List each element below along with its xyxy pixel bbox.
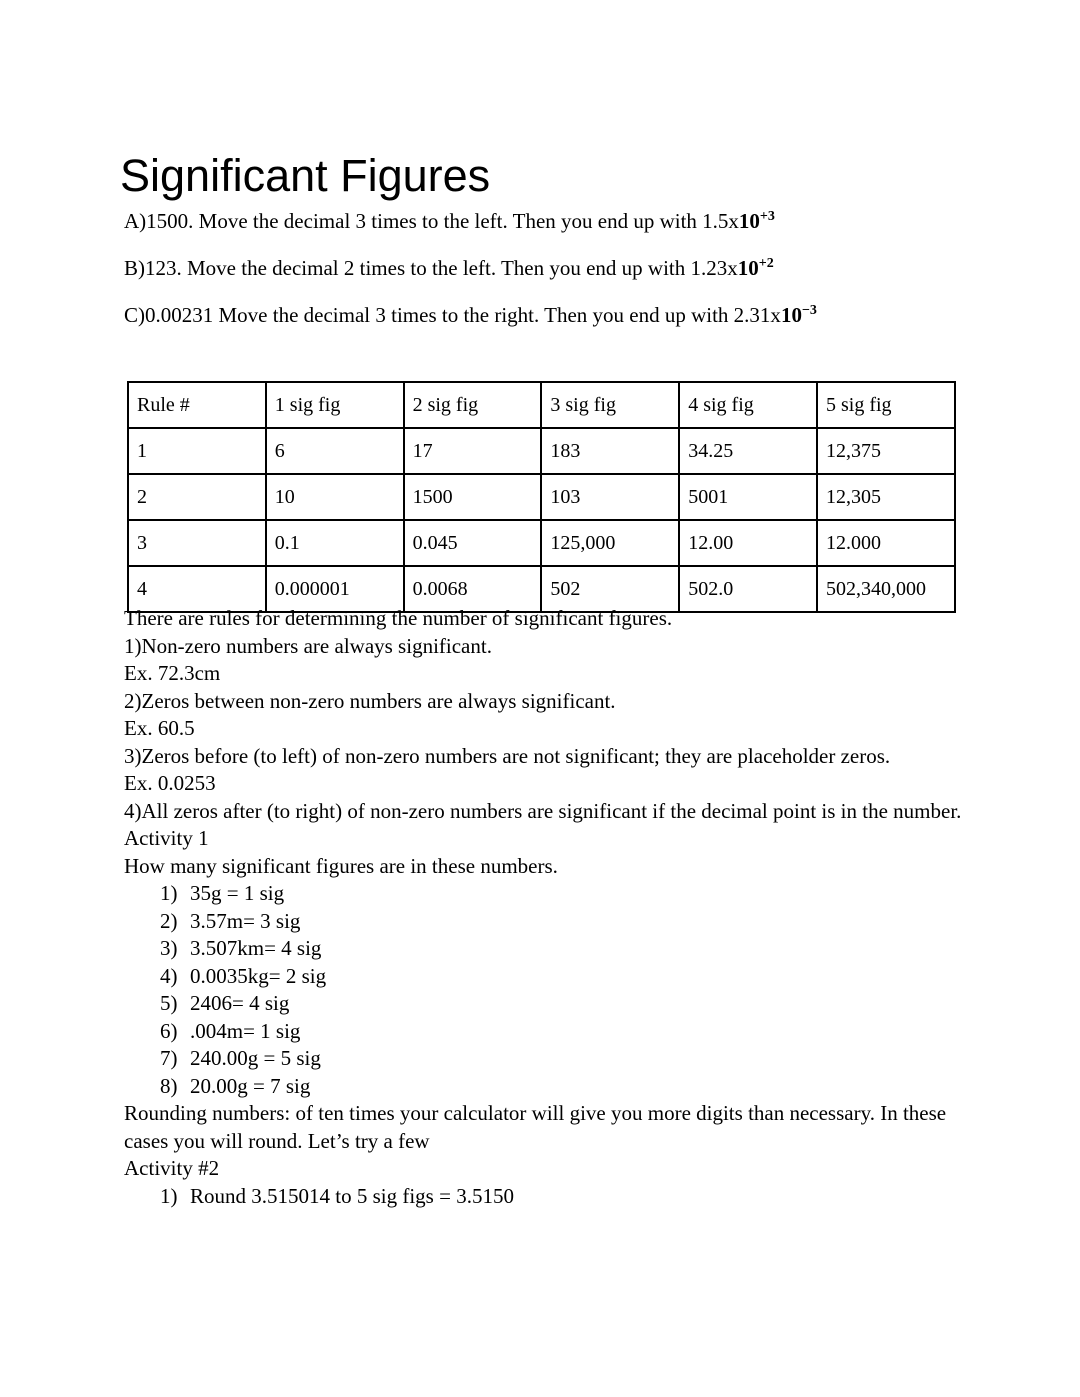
list-item [124, 935, 984, 963]
sci-notation-text-c: C)0.00231 Move the decimal 3 times to the right. Then you end up with 2.31x [124, 303, 781, 327]
list-item-text: .004m= 1 sig [190, 1018, 301, 1043]
table-cell: 502 [541, 566, 679, 612]
list-item-number: 6) [160, 1018, 178, 1043]
rules-intro: There are rules for determining the number of significant figures. [124, 606, 673, 630]
rule-2-example: Ex. 60.5 [124, 716, 195, 740]
table-row [128, 474, 955, 520]
sci-notation-line-c [124, 292, 984, 339]
table-cell: 17 [404, 428, 542, 474]
sci-notation-power-b [738, 256, 774, 280]
sci-notation-text-a: A)1500. Move the decimal 3 times to the left. Then you end up with 1.5x [124, 209, 739, 233]
table-header-row [128, 382, 955, 428]
table-header-cell: 2 sig fig [404, 382, 542, 428]
sci-notation-base-b: 10 [737, 256, 759, 280]
table-cell: 3 [128, 520, 266, 566]
list-item-text: 20.00g = 7 sig [190, 1073, 311, 1098]
table-header-cell: 1 sig fig [266, 382, 404, 428]
table-cell: 0.0068 [404, 566, 542, 612]
list-item-text: 3.57m= 3 sig [190, 908, 301, 933]
table-cell: 4 [128, 566, 266, 612]
rule-2: 2)Zeros between non-zero numbers are always significant. [124, 688, 616, 713]
sci-notation-power-a [739, 209, 775, 233]
list-item-number: 4) [160, 963, 178, 988]
table-cell: 502.0 [679, 566, 817, 612]
rule-3: 3)Zeros before (to left) of non-zero numbers are not significant; they are placeholder zeros. [124, 743, 891, 768]
list-item-number: 2) [160, 908, 178, 933]
list-item-number: 5) [160, 991, 178, 1015]
table-cell: 0.045 [404, 520, 542, 566]
scientific-notation-block [124, 198, 984, 339]
table-cell: 0.1 [266, 520, 404, 566]
body-content [124, 605, 984, 1210]
sci-notation-line-b [124, 245, 984, 292]
list-item-text: 3.507km= 4 sig [190, 936, 322, 960]
sci-notation-base-c: 10 [780, 303, 802, 327]
table-cell: 1500 [404, 474, 542, 520]
list-item [124, 1073, 984, 1101]
list-item [124, 1183, 984, 1211]
table-cell: 12.00 [679, 520, 817, 566]
table-cell: 12,305 [817, 474, 955, 520]
list-item-number: 3) [160, 936, 178, 960]
table-cell: 103 [541, 474, 679, 520]
sci-notation-text-b: B)123. Move the decimal 2 times to the left. Then you end up with 1.23x [124, 256, 738, 280]
list-item-text: 240.00g = 5 sig [190, 1046, 321, 1070]
list-item-text: Round 3.515014 to 5 sig figs = 3.5150 [190, 1183, 514, 1208]
activity-1-list [124, 880, 984, 1100]
rule-1-example: Ex. 72.3cm [124, 661, 221, 685]
list-item [124, 908, 984, 936]
rule-4: 4)All zeros after (to right) of non-zero numbers are significant if the decimal point is in the number. [124, 798, 962, 823]
activity-1-heading: Activity 1 [124, 826, 209, 850]
table-cell: 12.000 [817, 520, 955, 566]
table-cell: 183 [541, 428, 679, 474]
sig-fig-table [127, 381, 956, 613]
list-item-number: 1) [160, 1183, 178, 1208]
table-row [128, 520, 955, 566]
list-item [124, 1018, 984, 1046]
rule-3-example: Ex. 0.0253 [124, 771, 216, 795]
sci-notation-exponent-a: +3 [759, 209, 775, 224]
table-row [128, 428, 955, 474]
sci-notation-line-a [124, 198, 984, 245]
sci-notation-power-c [781, 303, 817, 327]
list-item-text: 2406= 4 sig [190, 991, 290, 1015]
list-item-text: 35g = 1 sig [190, 881, 285, 905]
list-item [124, 990, 984, 1018]
list-item-number: 8) [160, 1073, 178, 1098]
sci-notation-exponent-b: +2 [758, 256, 774, 271]
table-header-cell: Rule # [128, 382, 266, 428]
sci-notation-exponent-c: −3 [801, 303, 817, 318]
table-header-cell: 5 sig fig [817, 382, 955, 428]
list-item [124, 1045, 984, 1073]
activity-2-list [124, 1183, 984, 1211]
table-cell: 34.25 [679, 428, 817, 474]
table-cell: 5001 [679, 474, 817, 520]
table-header-cell: 3 sig fig [541, 382, 679, 428]
list-item-number: 1) [160, 881, 178, 905]
table-cell: 125,000 [541, 520, 679, 566]
table-cell: 0.000001 [266, 566, 404, 612]
list-item [124, 963, 984, 991]
table-cell: 1 [128, 428, 266, 474]
table-header-cell: 4 sig fig [679, 382, 817, 428]
page-title: Significant Figures [120, 150, 491, 202]
activity-1-prompt: How many significant figures are in these numbers. [124, 853, 558, 878]
rounding-paragraph: Rounding numbers: of ten times your calculator will give you more digits than necessary. In these cases you will round. Let’s try a few [124, 1101, 947, 1153]
table-cell: 6 [266, 428, 404, 474]
table-cell: 2 [128, 474, 266, 520]
table-cell: 502,340,000 [817, 566, 955, 612]
sci-notation-base-a: 10 [738, 209, 760, 233]
list-item [124, 880, 984, 908]
list-item-text: 0.0035kg= 2 sig [190, 963, 327, 988]
table-cell: 10 [266, 474, 404, 520]
activity-2-heading: Activity #2 [124, 1156, 220, 1180]
table-cell: 12,375 [817, 428, 955, 474]
rule-1: 1)Non-zero numbers are always significant. [124, 633, 492, 658]
list-item-number: 7) [160, 1046, 178, 1070]
